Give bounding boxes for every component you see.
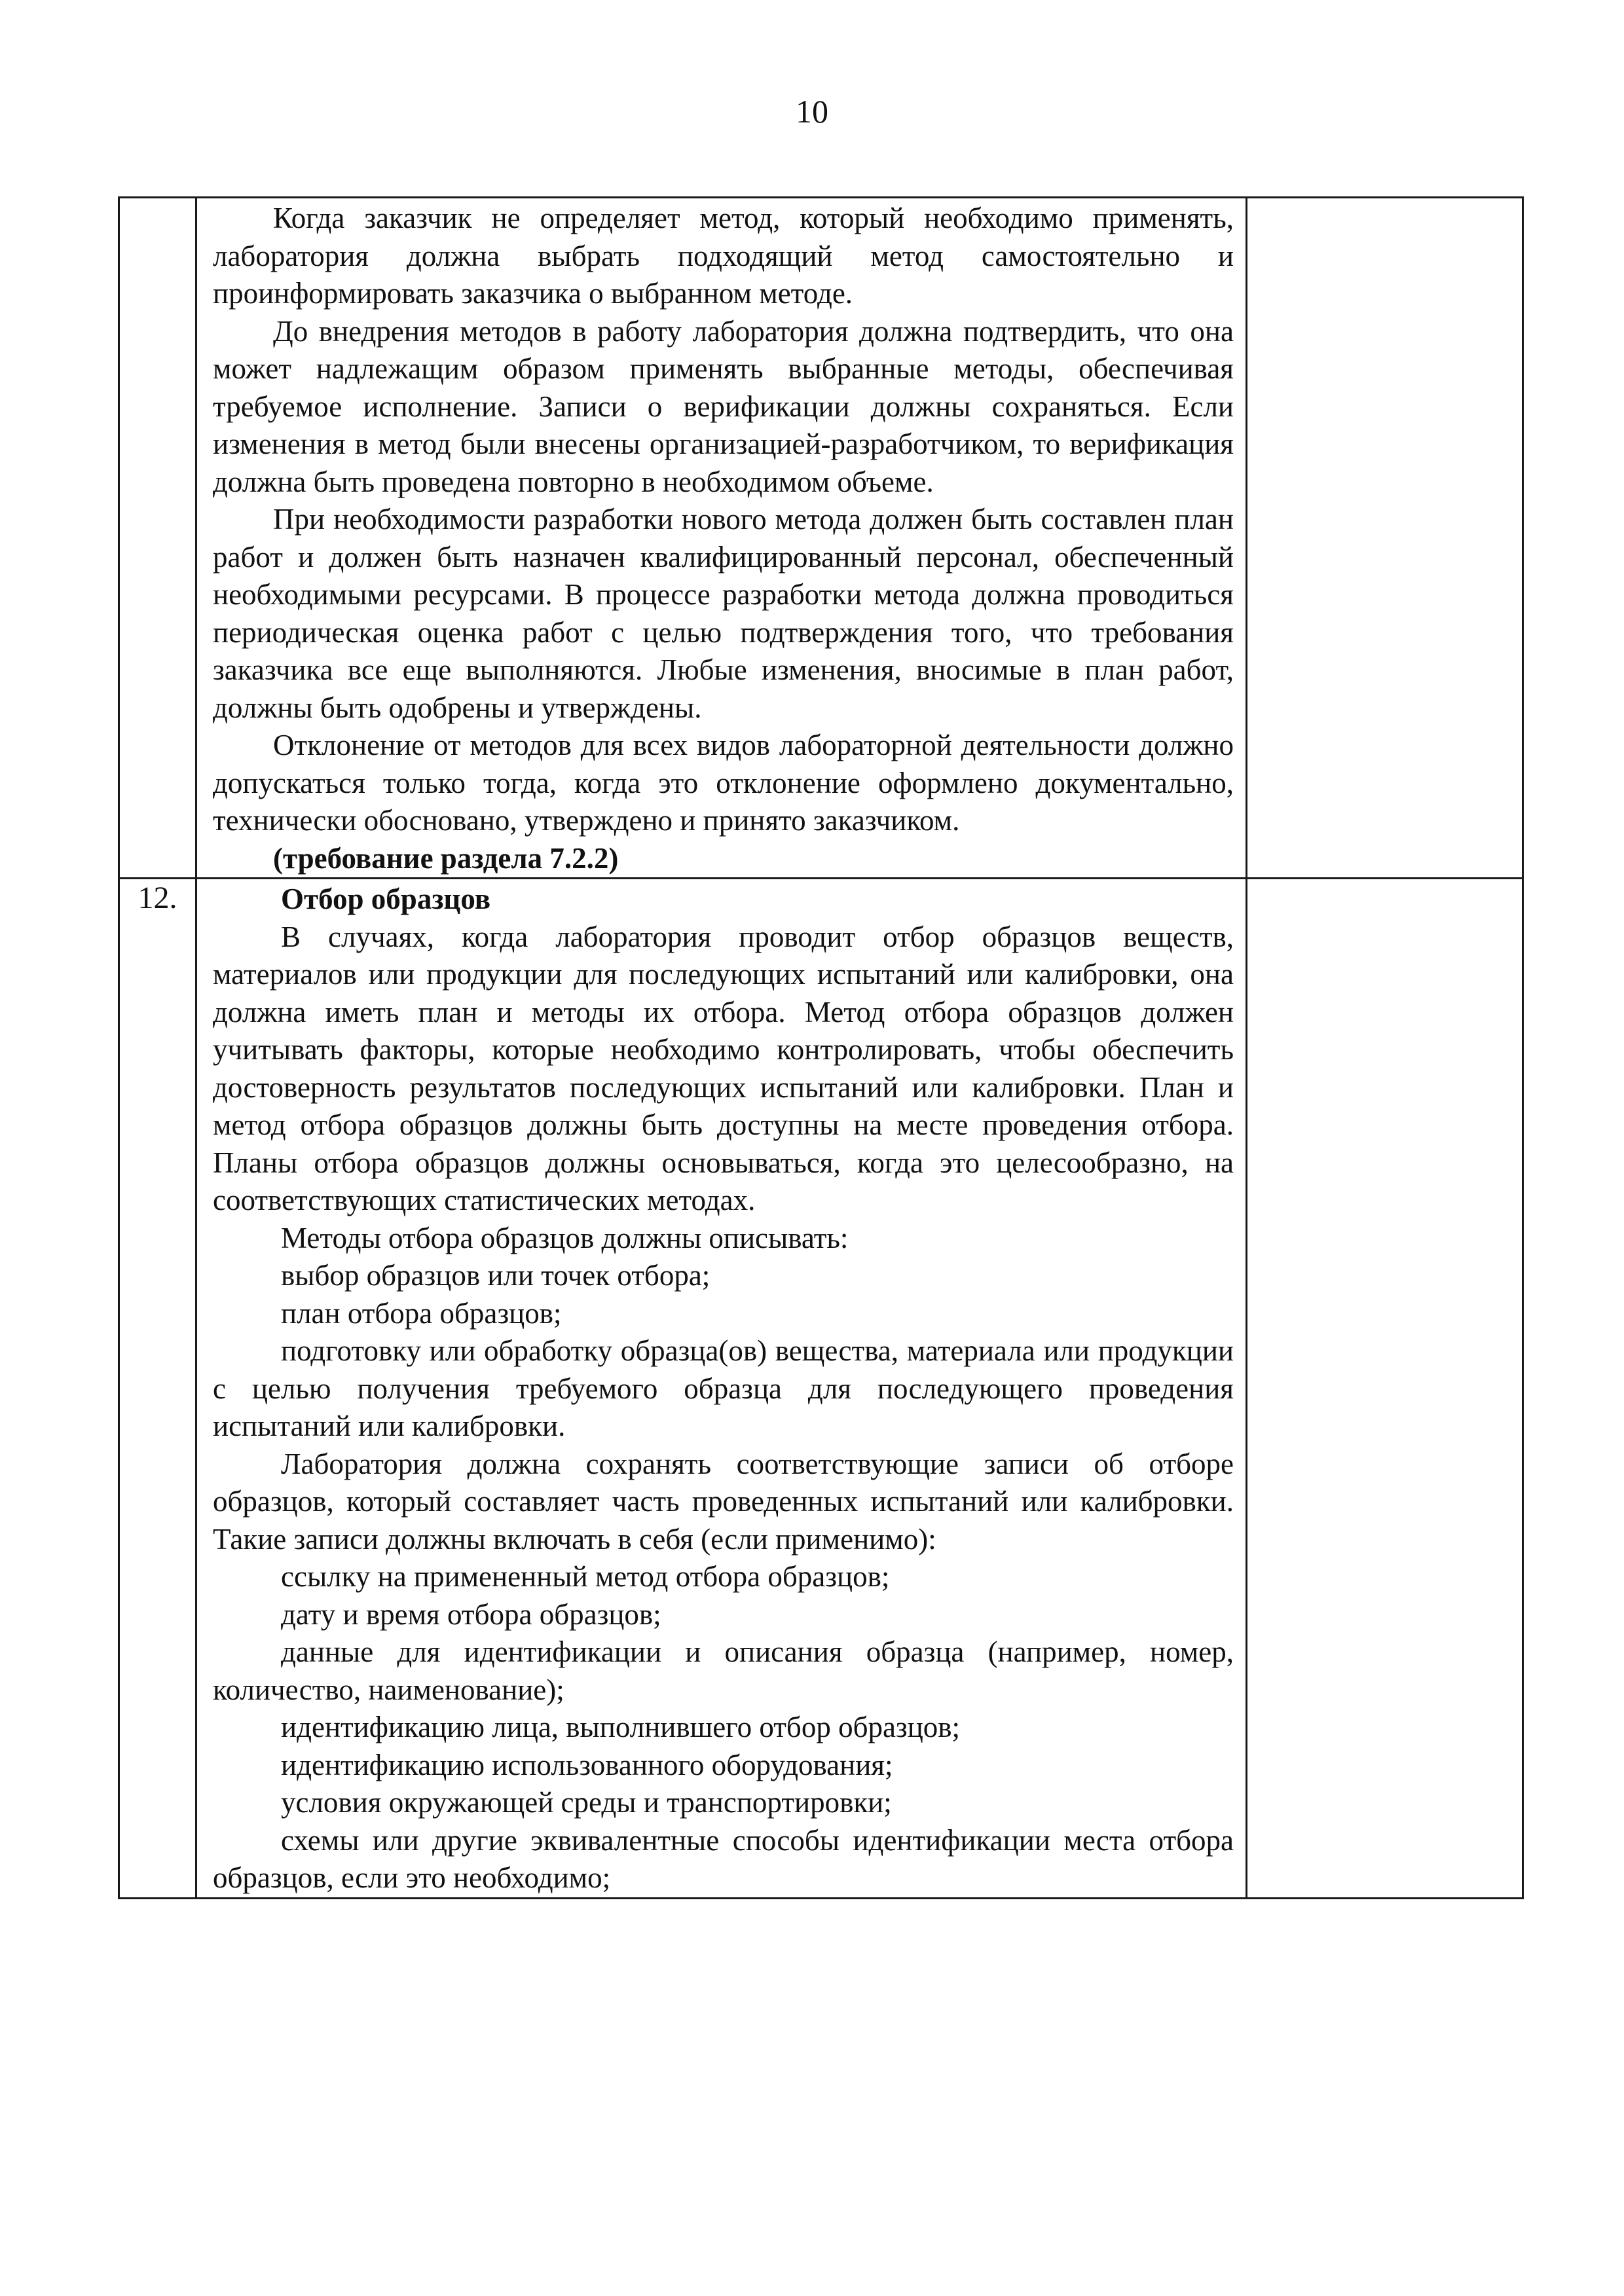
row-number-cell: 12. (119, 879, 196, 1899)
list-item: данные для идентификации и описания образца (например, номер, количество, наименование); (213, 1635, 1234, 1706)
list-item: подготовку или обработку образца(ов) вещества, материала или продукции с целью получения требуемого образца для последующего проведения испытаний или калибровки. (213, 1334, 1234, 1442)
paragraph: Методы отбора образцов должны описывать: (281, 1221, 849, 1254)
list-item: идентификацию использованного оборудования; (281, 1748, 893, 1781)
list-item: идентификацию лица, выполнившего отбор образцов; (281, 1711, 961, 1743)
table-row (119, 879, 1523, 1899)
paragraph: Отклонение от методов для всех видов лабораторной деятельности должно допускаться только тогда, когда это отклонение оформлено документально, технически обосновано, утверждено и принято заказчиком. (213, 729, 1234, 837)
page-number: 10 (796, 93, 828, 130)
list-item: план отбора образцов; (281, 1296, 562, 1330)
paragraph: До внедрения методов в работу лаборатория должна подтвердить, что она может надлежащим образом применять выбранные методы, обеспечивая требуемое исполнение. Записи о верификации должны сохраняться. Если изменения в метод были внесены организацией-разработчиком, то верификация должна быть проведена повторно в необходимом объеме. (213, 314, 1234, 498)
list-item: ссылку на примененный метод отбора образцов; (281, 1560, 890, 1593)
notes-cell (1247, 879, 1523, 1899)
paragraph: При необходимости разработки нового метода должен быть составлен план работ и должен быть назначен квалифицированный персонал, обеспеченный необходимыми ресурсами. В процессе разработки метода должна проводиться периодическая оценка работ с целью подтверждения того, что требования заказчика все еще выполняются. Любые изменения, вносимые в план работ, должны быть одобрены и утверждены. (213, 503, 1234, 724)
requirement-reference: (требование раздела 7.2.2) (273, 841, 619, 875)
paragraph: Лаборатория должна сохранять соответствующие записи об отборе образцов, который составляет часть проведенных испытаний или калибровки. Такие записи должны включать в себя (если применимо): (213, 1447, 1234, 1556)
table-row (119, 198, 1523, 879)
list-item: выбор образцов или точек отбора; (281, 1259, 710, 1292)
requirements-table (118, 196, 1524, 1899)
paragraph: В случаях, когда лаборатория проводит отбор образцов веществ, материалов или продукции для последующих испытаний или калибровки, она должна иметь план и методы их отбора. Метод отбора образцов должен учитывать факторы, которые необходимо контролировать, чтобы обеспечить достоверность результатов последующих испытаний или калибровки. План и метод отбора образцов должны быть доступны на месте проведения отбора. Планы отбора образцов должны основываться, когда это целесообразно, на соответствующих статистических методах. (213, 920, 1234, 1216)
row-number-cell (119, 198, 196, 879)
requirement-text-cell (196, 198, 1247, 879)
paragraph: Когда заказчик не определяет метод, который необходимо применять, лаборатория должна выбрать подходящий метод самостоятельно и проинформировать заказчика о выбранном методе. (213, 202, 1234, 310)
list-item: условия окружающей среды и транспортировки; (281, 1786, 892, 1819)
list-item: дату и время отбора образцов; (281, 1597, 661, 1631)
list-item: схемы или другие эквивалентные способы идентификации места отбора образцов, если это необходимо; (213, 1823, 1234, 1894)
notes-cell (1247, 198, 1523, 879)
section-heading: Отбор образцов (281, 883, 491, 915)
requirement-text-cell (196, 879, 1247, 1899)
